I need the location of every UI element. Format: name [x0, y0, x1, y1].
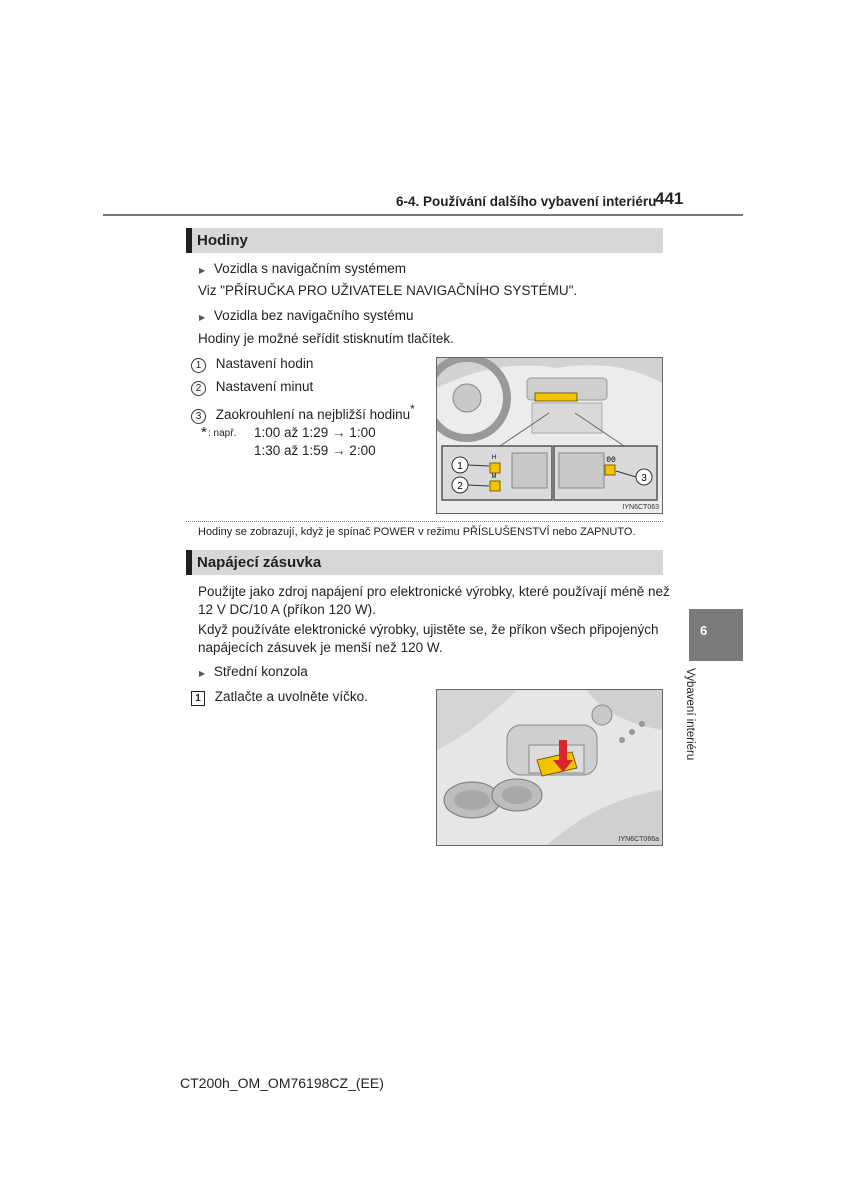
- bullet-nav-label: Vozidla s navigačním systémem: [213, 261, 407, 276]
- item-label: Nastavení minut: [215, 379, 314, 394]
- section-heading-clock: [186, 228, 663, 253]
- section-heading-label: Napájecí zásuvka: [197, 554, 322, 571]
- page-number: 441: [655, 189, 684, 208]
- triangle-bullet-icon: ▶: [199, 266, 206, 275]
- chapter-label: Vybavení interiéru: [684, 668, 696, 761]
- document-code: CT200h_OM_OM76198CZ_(EE): [180, 1075, 384, 1091]
- callout-3: 3: [641, 473, 647, 484]
- button-h-label: H: [491, 455, 497, 461]
- step-label: Zatlačte a uvolněte víčko.: [214, 689, 368, 704]
- chapter-tab: [689, 609, 743, 661]
- section-marker: [186, 550, 192, 575]
- triangle-bullet-icon: ▶: [199, 669, 206, 678]
- chapter-number: 6: [700, 623, 708, 638]
- list-item: [191, 356, 313, 373]
- clock-note: Hodiny se zobrazují, když je spínač POWER v režimu PŘÍSLUŠENSTVÍ nebo ZAPNUTO.: [198, 526, 636, 538]
- footnote-label: : např.: [208, 428, 237, 439]
- bullet-nav: [199, 261, 406, 276]
- socket-para-1-line-1: Použijte jako zdroj napájení pro elektronické výrobky, které používají méně než: [198, 584, 670, 599]
- button-m-label: M: [491, 474, 497, 480]
- console-illustration: [436, 689, 663, 846]
- image-code: IYN6CT063: [622, 504, 659, 511]
- section-heading-label: Hodiny: [197, 232, 248, 249]
- item-number: 2: [191, 381, 206, 396]
- list-item: [191, 379, 313, 396]
- section-heading-socket: [186, 550, 663, 575]
- callout-1: 1: [457, 461, 463, 472]
- socket-para-1-line-2: 12 V DC/10 A (příkon 120 W).: [198, 602, 376, 617]
- clock-display: 00: [606, 456, 616, 465]
- image-code: IYN6CT066a: [618, 836, 659, 843]
- list-item: [191, 402, 415, 424]
- bullet-console-label: Střední konzola: [213, 664, 308, 679]
- bullet-nonav: [199, 308, 414, 323]
- console-drawing: [437, 690, 662, 845]
- nav-reference-text: Viz "PŘÍRUČKA PRO UŽIVATELE NAVIGAČNÍHO SYSTÉMU".: [198, 283, 578, 298]
- nonav-text: Hodiny je možné seřídit stisknutím tlačítek.: [198, 331, 454, 346]
- socket-para-2-line-1: Když používáte elektronické výrobky, ujistěte se, že příkon všech připojených: [198, 622, 659, 637]
- triangle-bullet-icon: ▶: [199, 313, 206, 322]
- callout-2: 2: [457, 481, 463, 492]
- section-marker: [186, 228, 192, 253]
- running-header-title: 6-4. Používání dalšího vybavení interiéru: [396, 194, 657, 209]
- item-number: 3: [191, 409, 206, 424]
- item-label: Zaokrouhlení na nejbližší hodinu: [215, 406, 411, 422]
- item-number: 1: [191, 358, 206, 373]
- socket-para-2-line-2: napájecích zásuvek je menší než 120 W.: [198, 640, 443, 655]
- step-item: [191, 689, 368, 706]
- bullet-console: [199, 664, 308, 679]
- bullet-nonav-label: Vozidla bez navigačního systému: [213, 308, 414, 323]
- footnote-marker: *: [201, 424, 207, 441]
- step-number: 1: [191, 691, 205, 706]
- footnote-line-1: 1:00 až 1:29 → 1:00: [254, 425, 376, 440]
- item-label: Nastavení hodin: [215, 356, 314, 371]
- header-rule: [103, 214, 743, 216]
- clock-illustration: [436, 357, 663, 514]
- footnote-line-2: 1:30 až 1:59 → 2:00: [254, 443, 376, 458]
- note-divider: [186, 521, 663, 522]
- dashboard-drawing: [437, 358, 662, 513]
- asterisk-marker: *: [410, 402, 415, 416]
